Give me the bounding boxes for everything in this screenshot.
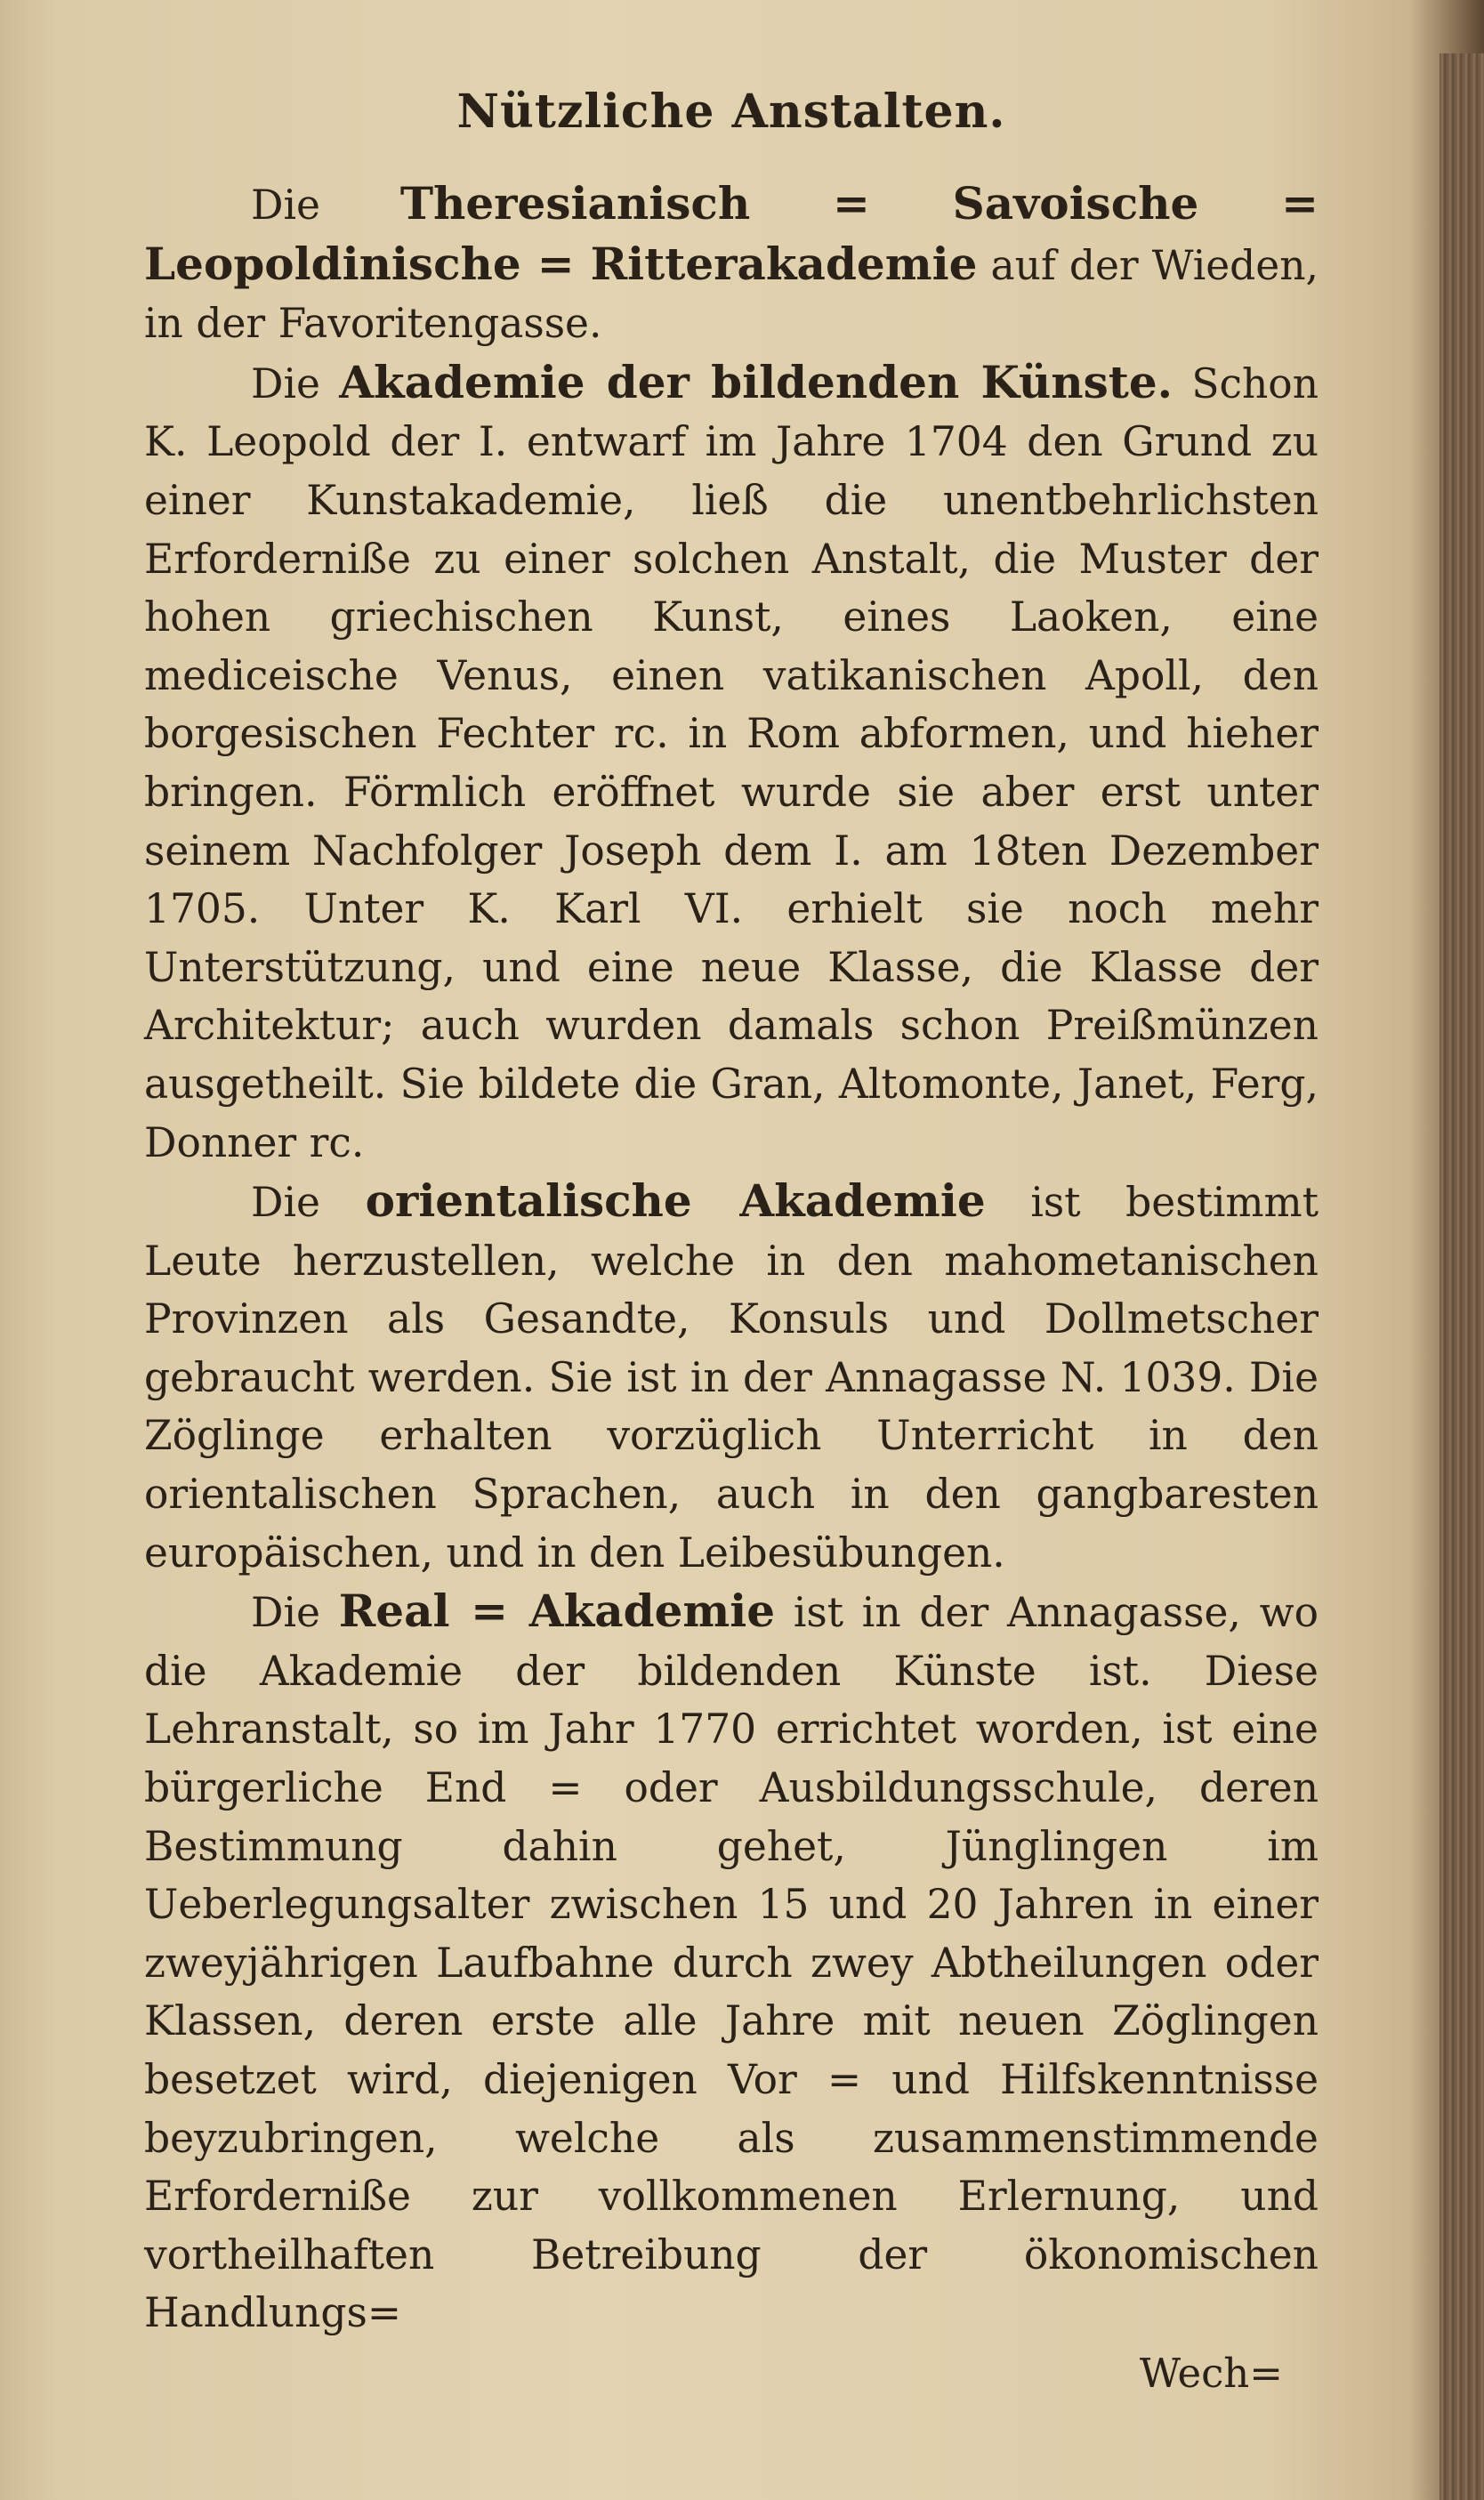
paragraph-heading: Akademie der bildenden Künste. [339,355,1173,408]
paragraph-heading: Theresianisch = Savoische = Leopoldinische = Ritterakademie [144,177,1319,290]
running-head: Nützliche Anstalten. [456,85,1006,139]
page-edge-stack [1440,53,1484,2500]
page-text-block [144,85,1319,2397]
paragraph-oriental-academy: Die orientalische Akademie ist bestimmt Leute herzustellen, welche in den mahometanischen Provinzen als Gesandte, Konsuls und Dollmetscher gebraucht werden. Sie ist in der Annagasse N. 1039. Die Zöglinge erhalten vorzüglich Unterricht in den orientalischen Sprachen, auch in den gangbaresten europäischen, und in den Leibesübungen. [144,1174,1319,1577]
paragraph-heading: orientalische Akademie [365,1174,986,1228]
paragraph-fine-arts-academy: Die Akademie der bildenden Künste. Schon K. Leopold der I. entwarf im Jahre 1704 den Grund zu einer Kunstakademie, ließ die unentbehrlichsten Erforderniße zu einer solchen Anstalt, die Muster der hohen griechischen Kunst, eines Laoken, eine mediceische Venus, einen vatikanischen Apoll, den borgesischen Fechter rc. in Rom abformen, und hieher bringen. Förmlich eröffnet wurde sie aber erst unter seinem Nachfolger Joseph dem I. am 18ten Dezember 1705. Unter K. Karl VI. erhielt sie noch mehr Unterstützung, und eine neue Klasse, die Klasse der Architektur; auch wurden damals schon Preißmünzen ausgetheilt. Sie bildete die Gran, Altomonte, Janet, Ferg, Donner rc. [144,355,1319,1166]
paragraph-heading: Real = Akademie [338,1585,776,1638]
paragraph-real-academy: Die Real = Akademie ist in der Annagasse, wo die Akademie der bildenden Künste ist. Diese Lehranstalt, so im Jahr 1770 errichtet worden, ist eine bürgerliche End = oder Ausbildungsschule, deren Bestimmung dahin gehet, Jünglingen im Ueberlegungsalter zwischen 15 und 20 Jahren in einer zweyjährigen Laufbahne durch zwey Abtheilungen oder Klassen, deren erste alle Jahre mit neuen Zöglingen besetzet wird, diejenigen Vor = und Hilfskenntnisse beyzubringen, welche als zusammenstimmende Erforderniße zur vollkommenen Erlernung, und vortheilhaften Betreibung der ökonomischen Handlungs= [144,1585,1319,2337]
paragraph-theresianum: Die Theresianisch = Savoische = Leopoldinische = Ritterakademie auf der Wieden, in der Favoritengasse. [144,177,1319,348]
catchword: Wech= [1139,2349,1283,2397]
